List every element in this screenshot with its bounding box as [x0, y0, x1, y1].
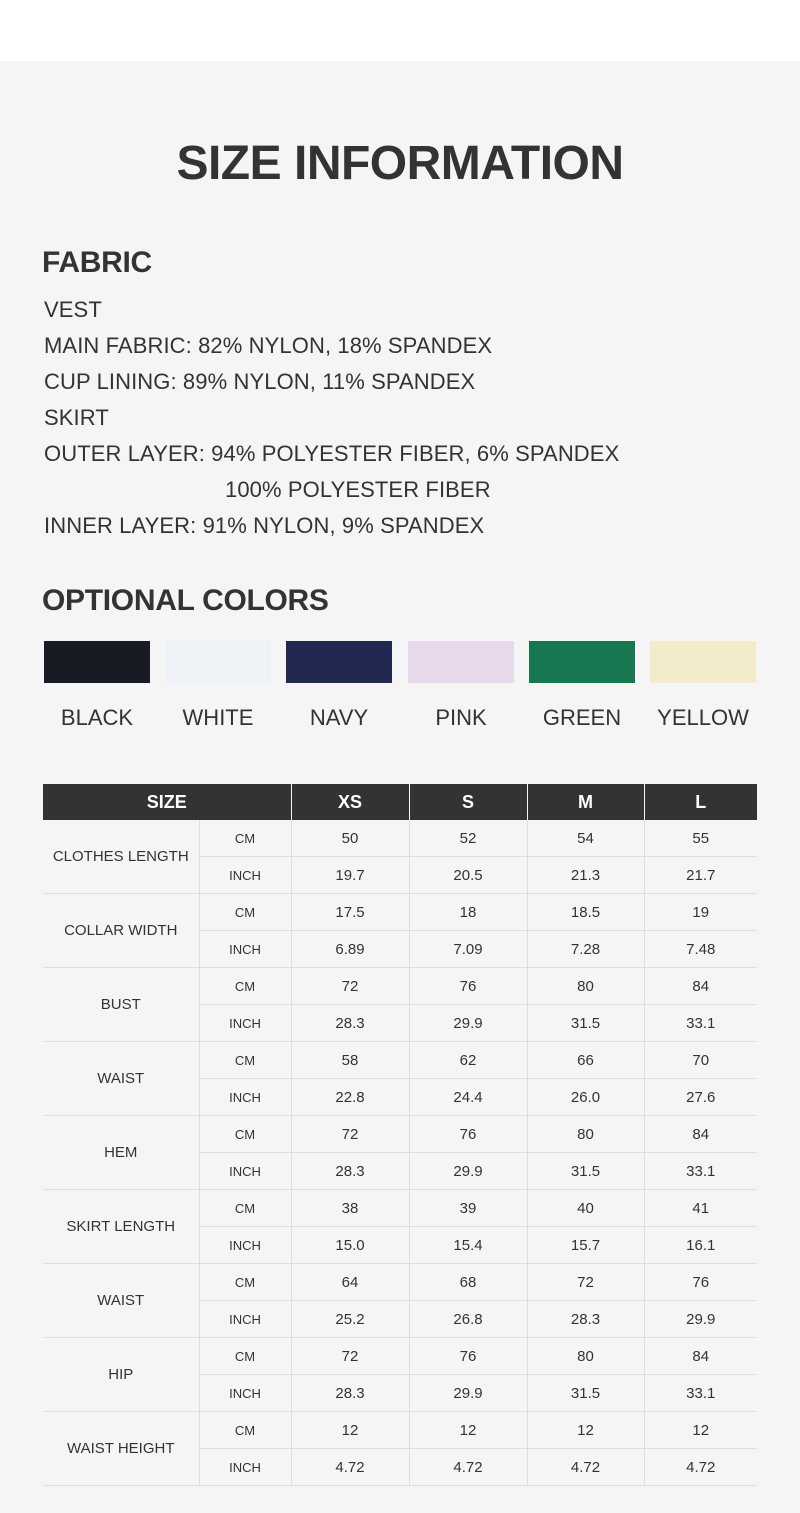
- size-table-header: [43, 784, 757, 820]
- size-value-cell: 54: [527, 820, 644, 857]
- size-table-body: [43, 820, 757, 1486]
- size-value-cell: 84: [644, 1116, 757, 1153]
- table-row: [43, 1338, 757, 1375]
- table-row: [43, 1042, 757, 1079]
- header-size: SIZE: [43, 784, 291, 820]
- size-value-cell: 68: [409, 1264, 527, 1301]
- size-value-cell: 72: [527, 1264, 644, 1301]
- size-value-cell: 84: [644, 1338, 757, 1375]
- size-value-cell: 33.1: [644, 1005, 757, 1042]
- fabric-line: 100% POLYESTER FIBER: [225, 477, 491, 502]
- size-value-cell: 7.48: [644, 931, 757, 968]
- color-label: NAVY: [309, 705, 369, 730]
- size-value-cell: 41: [644, 1190, 757, 1227]
- size-value-cell: 64: [291, 1264, 409, 1301]
- size-value-cell: 12: [409, 1412, 527, 1449]
- table-row: [43, 1190, 757, 1227]
- size-value-cell: 26.8: [409, 1301, 527, 1338]
- color-label: GREEN: [542, 705, 622, 730]
- size-value-cell: 12: [527, 1412, 644, 1449]
- size-value-cell: 31.5: [527, 1375, 644, 1412]
- size-value-cell: 21.7: [644, 857, 757, 894]
- size-value-cell: 31.5: [527, 1005, 644, 1042]
- size-table: [43, 784, 757, 1486]
- size-value-cell: 15.4: [409, 1227, 527, 1264]
- unit-label: INCH: [199, 1005, 291, 1042]
- size-value-cell: 29.9: [409, 1375, 527, 1412]
- size-value-cell: 24.4: [409, 1079, 527, 1116]
- color-swatch: [44, 641, 150, 683]
- size-value-cell: 29.9: [409, 1153, 527, 1190]
- header-m: M: [527, 784, 644, 820]
- page-title: SIZE INFORMATION: [176, 137, 624, 190]
- color-label: PINK: [435, 705, 487, 730]
- size-value-cell: 76: [409, 968, 527, 1005]
- size-value-cell: 72: [291, 968, 409, 1005]
- size-value-cell: 27.6: [644, 1079, 757, 1116]
- color-option-navy[interactable]: [286, 641, 392, 730]
- table-row: [43, 968, 757, 1005]
- size-value-cell: 25.2: [291, 1301, 409, 1338]
- size-value-cell: 80: [527, 968, 644, 1005]
- unit-label: INCH: [199, 1227, 291, 1264]
- size-value-cell: 33.1: [644, 1153, 757, 1190]
- measurement-label: SKIRT LENGTH: [43, 1190, 199, 1264]
- size-value-cell: 16.1: [644, 1227, 757, 1264]
- size-value-cell: 12: [291, 1412, 409, 1449]
- measurement-label: WAIST: [43, 1042, 199, 1116]
- size-value-cell: 72: [291, 1116, 409, 1153]
- size-value-cell: 31.5: [527, 1153, 644, 1190]
- fabric-line: MAIN FABRIC: 82% NYLON, 18% SPANDEX: [44, 333, 493, 358]
- size-value-cell: 38: [291, 1190, 409, 1227]
- unit-label: CM: [199, 1190, 291, 1227]
- color-option-black[interactable]: [44, 641, 150, 730]
- size-value-cell: 19.7: [291, 857, 409, 894]
- size-value-cell: 4.72: [644, 1449, 757, 1486]
- size-value-cell: 72: [291, 1338, 409, 1375]
- header-l: L: [644, 784, 757, 820]
- table-row: [43, 1116, 757, 1153]
- size-value-cell: 50: [291, 820, 409, 857]
- color-option-white[interactable]: [165, 641, 271, 730]
- unit-label: CM: [199, 820, 291, 857]
- color-label: WHITE: [182, 705, 254, 730]
- color-swatch: [408, 641, 514, 683]
- measurement-label: BUST: [43, 968, 199, 1042]
- size-value-cell: 18: [409, 894, 527, 931]
- size-value-cell: 22.8: [291, 1079, 409, 1116]
- fabric-details: [44, 292, 784, 544]
- size-value-cell: 84: [644, 968, 757, 1005]
- measurement-label: WAIST: [43, 1264, 199, 1338]
- size-value-cell: 28.3: [291, 1153, 409, 1190]
- size-value-cell: 29.9: [409, 1005, 527, 1042]
- unit-label: INCH: [199, 931, 291, 968]
- unit-label: CM: [199, 968, 291, 1005]
- fabric-line: OUTER LAYER: 94% POLYESTER FIBER, 6% SPANDEX: [44, 441, 620, 466]
- header-s: S: [409, 784, 527, 820]
- size-info-page: [0, 61, 800, 1513]
- fabric-line: CUP LINING: 89% NYLON, 11% SPANDEX: [44, 369, 476, 394]
- size-value-cell: 7.28: [527, 931, 644, 968]
- size-value-cell: 76: [409, 1338, 527, 1375]
- size-value-cell: 80: [527, 1338, 644, 1375]
- unit-label: CM: [199, 1042, 291, 1079]
- size-value-cell: 28.3: [291, 1005, 409, 1042]
- color-option-green[interactable]: [529, 641, 635, 730]
- color-swatch: [529, 641, 635, 683]
- color-swatch: [286, 641, 392, 683]
- unit-label: INCH: [199, 1153, 291, 1190]
- color-option-yellow[interactable]: [650, 641, 756, 730]
- table-row: [43, 1264, 757, 1301]
- unit-label: CM: [199, 1338, 291, 1375]
- size-value-cell: 20.5: [409, 857, 527, 894]
- size-value-cell: 21.3: [527, 857, 644, 894]
- size-value-cell: 76: [644, 1264, 757, 1301]
- fabric-line: INNER LAYER: 91% NYLON, 9% SPANDEX: [44, 513, 485, 538]
- size-value-cell: 17.5: [291, 894, 409, 931]
- size-value-cell: 39: [409, 1190, 527, 1227]
- size-value-cell: 4.72: [291, 1449, 409, 1486]
- colors-heading: OPTIONAL COLORS: [42, 584, 329, 617]
- size-value-cell: 66: [527, 1042, 644, 1079]
- measurement-label: COLLAR WIDTH: [43, 894, 199, 968]
- size-value-cell: 7.09: [409, 931, 527, 968]
- size-value-cell: 62: [409, 1042, 527, 1079]
- fabric-line: VEST: [44, 297, 102, 322]
- size-value-cell: 4.72: [527, 1449, 644, 1486]
- unit-label: CM: [199, 894, 291, 931]
- color-swatches: [44, 641, 756, 741]
- size-value-cell: 29.9: [644, 1301, 757, 1338]
- measurement-label: WAIST HEIGHT: [43, 1412, 199, 1486]
- table-row: [43, 1412, 757, 1449]
- color-label: BLACK: [60, 705, 134, 730]
- measurement-label: HEM: [43, 1116, 199, 1190]
- unit-label: INCH: [199, 1301, 291, 1338]
- size-value-cell: 15.0: [291, 1227, 409, 1264]
- size-value-cell: 33.1: [644, 1375, 757, 1412]
- size-value-cell: 26.0: [527, 1079, 644, 1116]
- color-option-pink[interactable]: [408, 641, 514, 730]
- color-label: YELLOW: [657, 705, 749, 730]
- size-value-cell: 19: [644, 894, 757, 931]
- color-swatch: [650, 641, 756, 683]
- unit-label: CM: [199, 1116, 291, 1153]
- size-value-cell: 52: [409, 820, 527, 857]
- unit-label: INCH: [199, 1375, 291, 1412]
- measurement-label: HIP: [43, 1338, 199, 1412]
- size-value-cell: 4.72: [409, 1449, 527, 1486]
- size-value-cell: 28.3: [291, 1375, 409, 1412]
- size-value-cell: 6.89: [291, 931, 409, 968]
- unit-label: CM: [199, 1412, 291, 1449]
- size-value-cell: 12: [644, 1412, 757, 1449]
- size-value-cell: 76: [409, 1116, 527, 1153]
- fabric-line: SKIRT: [44, 405, 109, 430]
- table-row: [43, 894, 757, 931]
- size-value-cell: 28.3: [527, 1301, 644, 1338]
- size-value-cell: 55: [644, 820, 757, 857]
- unit-label: INCH: [199, 1079, 291, 1116]
- header-xs: XS: [291, 784, 409, 820]
- size-value-cell: 40: [527, 1190, 644, 1227]
- size-value-cell: 15.7: [527, 1227, 644, 1264]
- table-row: [43, 820, 757, 857]
- unit-label: CM: [199, 1264, 291, 1301]
- size-value-cell: 18.5: [527, 894, 644, 931]
- fabric-heading: FABRIC: [42, 246, 152, 279]
- unit-label: INCH: [199, 1449, 291, 1486]
- size-value-cell: 70: [644, 1042, 757, 1079]
- color-swatch: [165, 641, 271, 683]
- unit-label: INCH: [199, 857, 291, 894]
- measurement-label: CLOTHES LENGTH: [43, 820, 199, 894]
- size-value-cell: 80: [527, 1116, 644, 1153]
- size-value-cell: 58: [291, 1042, 409, 1079]
